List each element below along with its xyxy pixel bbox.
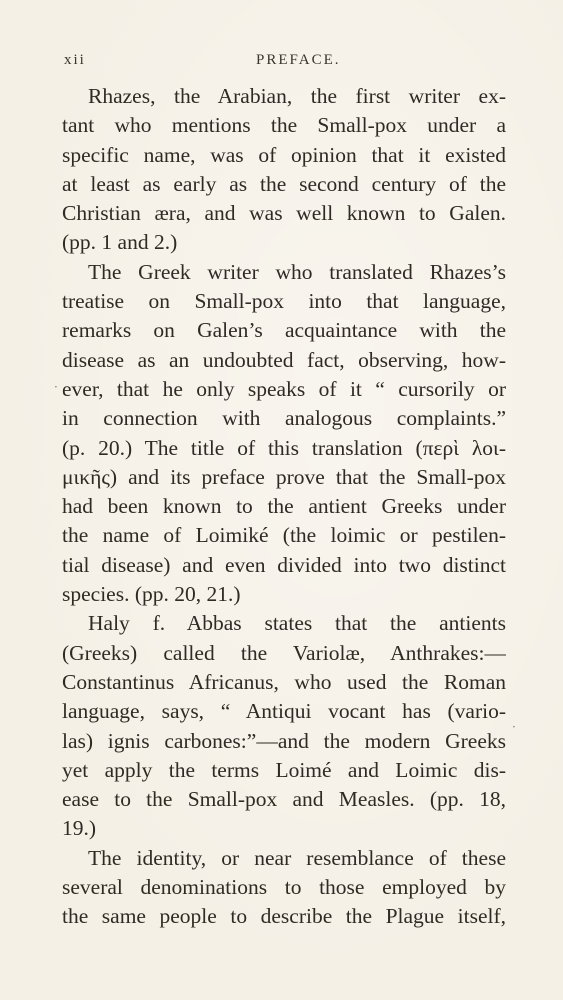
- text-line: remarks on Galen’s acquaintance with the: [62, 318, 506, 343]
- running-title: PREFACE.: [256, 52, 341, 68]
- text-line: several denominations to those employed by: [62, 875, 506, 900]
- text-line: tial disease) and even divided into two distinct: [62, 552, 506, 577]
- text-line: specific name, was of opinion that it existed: [62, 142, 506, 167]
- text-line: tant who mentions the Small-pox under a: [62, 113, 506, 138]
- text-line: at least as early as the second century of the: [62, 171, 506, 196]
- text-line: treatise on Small-pox into that language,: [62, 289, 506, 314]
- text-line: the same people to describe the Plague itself,: [62, 904, 506, 929]
- text-line: Rhazes, the Arabian, the first writer ex-: [88, 84, 506, 108]
- running-head: [64, 52, 505, 74]
- text-line: in connection with analogous complaints.”: [62, 406, 506, 431]
- text-line: 19.): [62, 816, 97, 841]
- text-line: (pp. 1 and 2.): [62, 230, 178, 255]
- page-number: xii: [64, 52, 86, 68]
- text-line: las) ignis carbones:”—and the modern Greeks: [62, 728, 506, 753]
- text-line: (Greeks) called the Variolæ, Anthrakes:—: [62, 640, 506, 665]
- text-line: disease as an undoubted fact, observing, how-: [62, 347, 506, 372]
- text-line: species. (pp. 20, 21.): [62, 582, 241, 607]
- text-line: had been known to the antient Greeks under: [62, 494, 506, 519]
- margin-speck: ·: [512, 720, 516, 734]
- text-line: the name of Loimiké (the loimic or pestilen-: [62, 523, 506, 548]
- text-line: μικῆς) and its preface prove that the Small-pox: [62, 464, 506, 489]
- body-text: [62, 82, 506, 932]
- margin-speck: ·: [54, 380, 58, 394]
- text-line: Constantinus Africanus, who used the Roman: [62, 669, 506, 694]
- text-line: Haly f. Abbas states that the antients: [88, 611, 506, 636]
- text-line: The identity, or near resemblance of these: [88, 845, 506, 870]
- text-line: yet apply the terms Loimé and Loimic dis-: [62, 757, 506, 782]
- text-line: (p. 20.) The title of this translation (περὶ λοι-: [62, 435, 506, 460]
- text-line: Christian æra, and was well known to Galen.: [62, 201, 506, 226]
- text-line: The Greek writer who translated Rhazes’s: [88, 259, 506, 284]
- text-line: ever, that he only speaks of it “ cursorily or: [62, 376, 506, 401]
- text-line: language, says, “ Antiqui vocant has (vario-: [62, 699, 506, 724]
- text-line: ease to the Small-pox and Measles. (pp. 18,: [62, 787, 506, 812]
